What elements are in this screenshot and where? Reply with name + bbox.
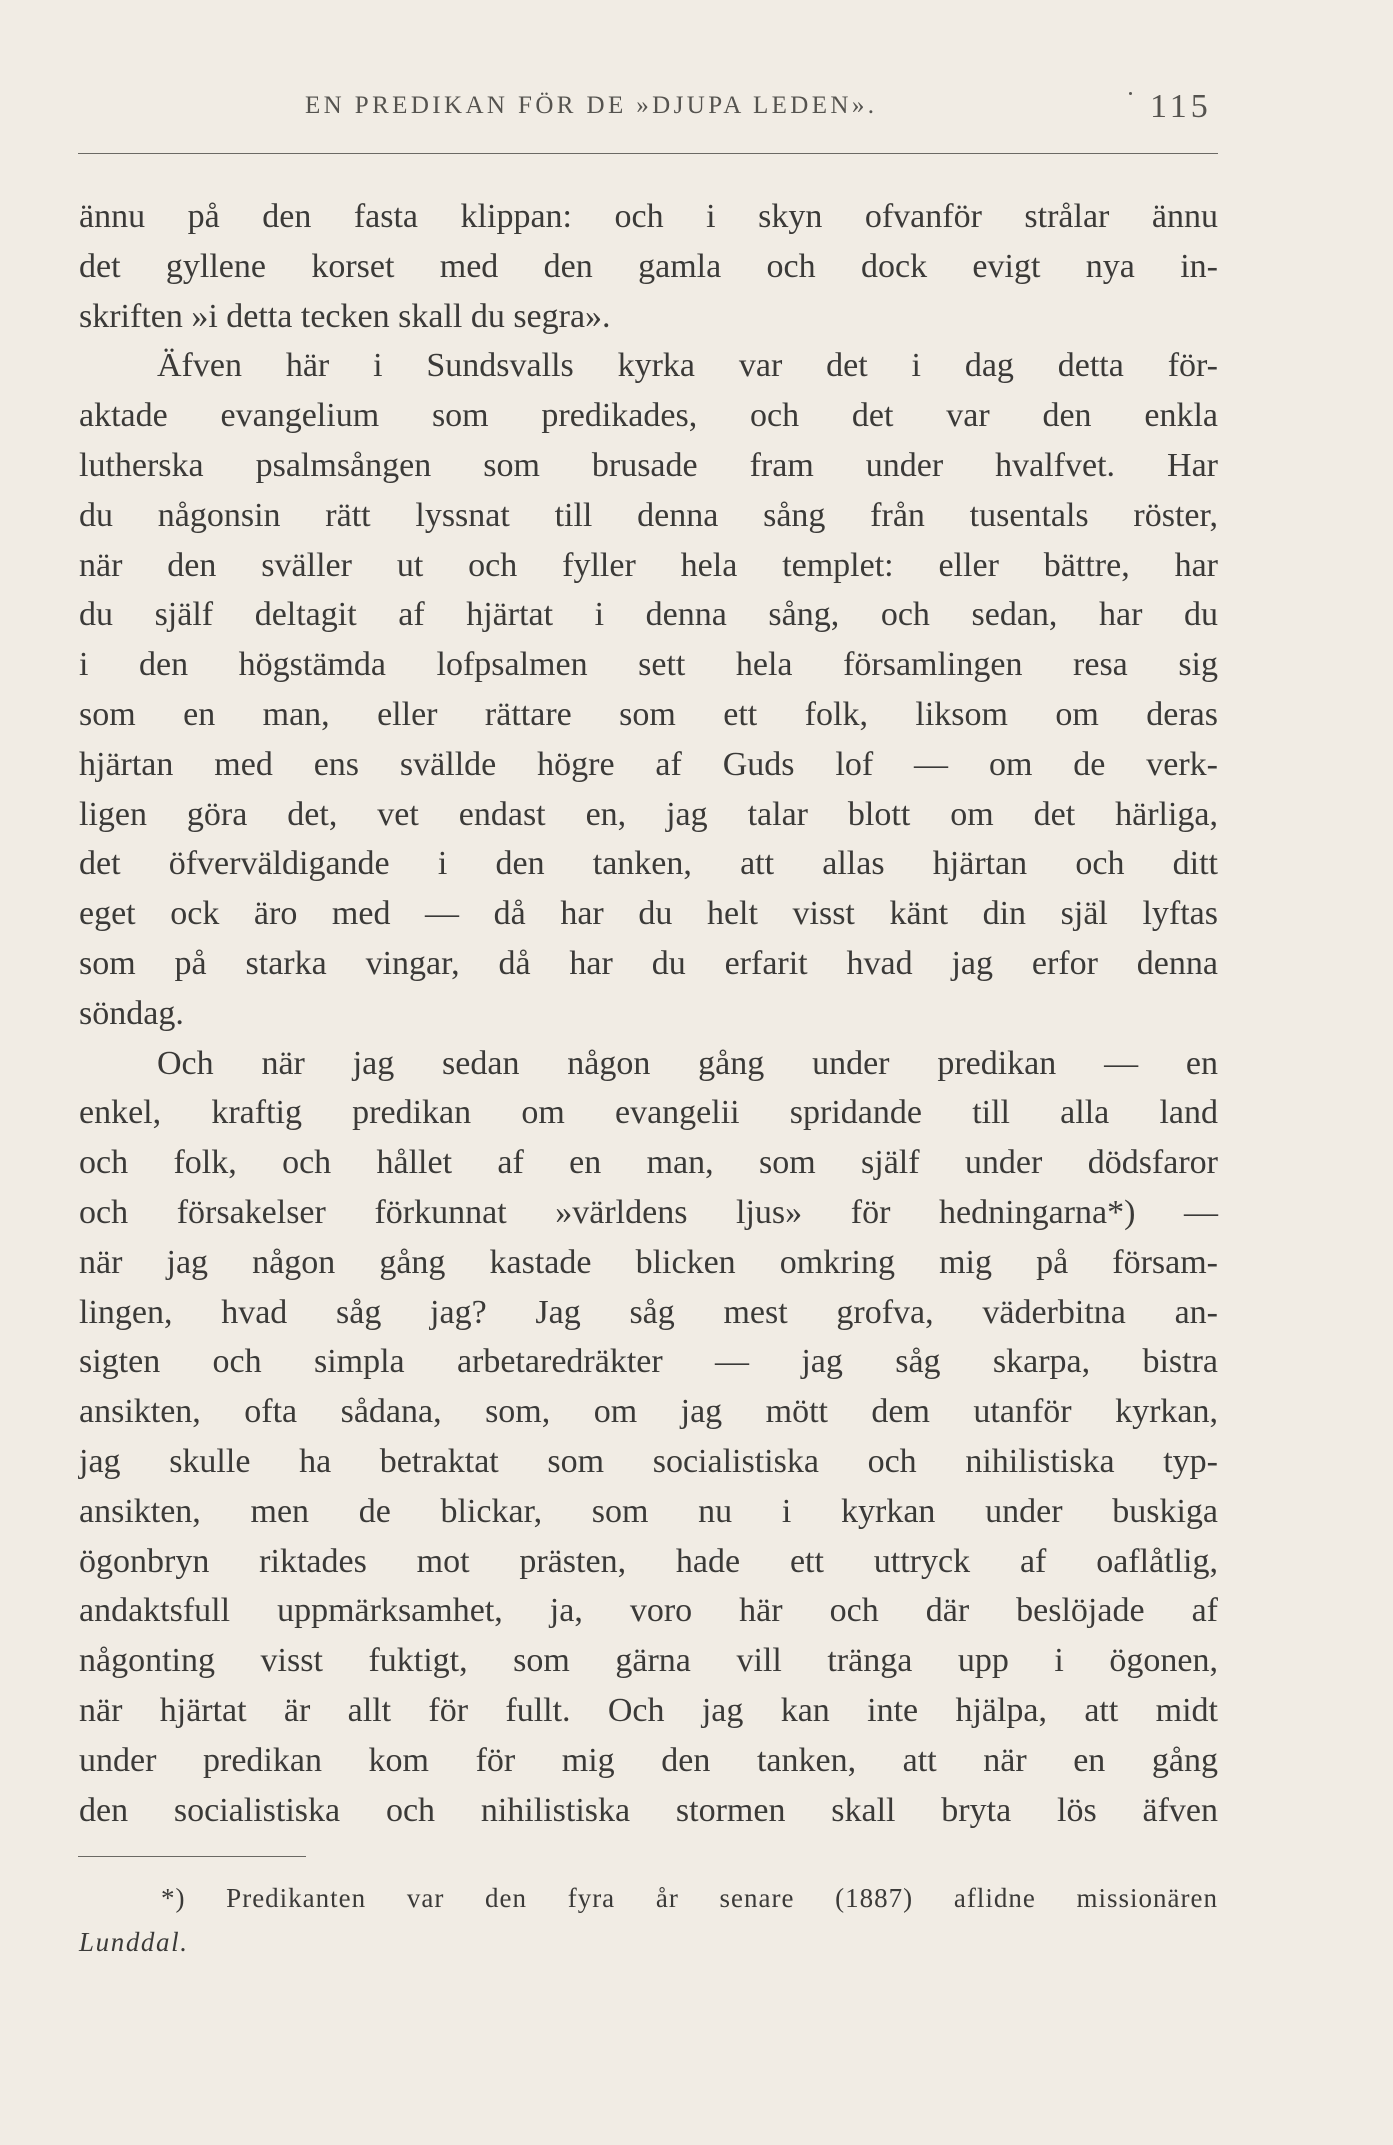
running-title: EN PREDIKAN FÖR DE »DJUPA LEDEN». [305,92,878,119]
text-line: ännu på den fasta klippan: och i skyn ofvanför strålar ännu [79,198,1218,235]
text-line: när hjärtat är allt för fullt. Och jag kan inte hjälpa, att midt [79,1691,1218,1729]
footnote [79,1876,1218,1964]
footnote-rule [78,1856,306,1857]
text-line: aktade evangelium som predikades, och det var den enkla [79,397,1218,435]
running-header [0,88,1393,132]
text-line: ögonbryn riktades mot prästen, hade ett uttryck af oaflåtlig, [79,1542,1218,1580]
text-line: ligen göra det, vet endast en, jag talar blott om det härliga, [79,795,1218,833]
text-line: det öfverväldigande i den tanken, att allas hjärtan och ditt [79,845,1218,883]
page-number: 115 [1150,88,1212,125]
text-line: andaktsfull uppmärksamhet, ja, voro här och där beslöjade af [79,1592,1218,1630]
body-text [79,192,1218,1835]
text-line: du själf deltagit af hjärtat i denna sång, och sedan, har du [79,596,1218,634]
text-line: som en man, eller rättare som ett folk, liksom om deras [79,695,1218,733]
print-speck [1129,92,1132,95]
footnote-line: *) Predikanten var den fyra år senare (1887) aflidne missionären [161,1883,1218,1913]
text-line: enkel, kraftig predikan om evangelii spridande till alla land [79,1094,1218,1132]
text-line: lingen, hvad såg jag? Jag såg mest grofva, väderbitna an- [79,1293,1218,1331]
text-line: ansikten, ofta sådana, som, om jag mött dem utanför kyrkan, [79,1393,1218,1431]
text-line: någonting visst fuktigt, som gärna vill tränga upp i ögonen, [79,1642,1218,1680]
text-line: och folk, och hållet af en man, som själf under dödsfaror [79,1144,1218,1182]
text-line: Och när jag sedan någon gång under predikan — en [157,1044,1218,1082]
text-line: skriften »i detta tecken skall du segra». [79,297,611,335]
text-line: den socialistiska och nihilistiska stormen skall bryta lös äfven [79,1791,1218,1829]
text-line: sigten och simpla arbetaredräkter — jag såg skarpa, bistra [79,1343,1218,1381]
text-line: ansikten, men de blickar, som nu i kyrkan under buskiga [79,1492,1218,1530]
text-line: under predikan kom för mig den tanken, att när en gång [79,1741,1218,1779]
text-line: när den sväller ut och fyller hela templet: eller bättre, har [79,546,1218,584]
text-line: söndag. [79,994,184,1032]
text-line: när jag någon gång kastade blicken omkring mig på försam- [79,1243,1218,1281]
text-line: du någonsin rätt lyssnat till denna sång från tusentals röster, [79,496,1218,534]
text-line: som på starka vingar, då har du erfarit hvad jag erfor denna [79,944,1218,982]
footnote-line: Lunddal. [79,1927,189,1957]
text-line: det gyllene korset med den gamla och dock evigt nya in- [79,247,1218,285]
text-line: Äfven här i Sundsvalls kyrka var det i dag detta för- [157,347,1218,385]
text-line: hjärtan med ens svällde högre af Guds lof — om de verk- [79,745,1218,783]
text-line: och försakelser förkunnat »världens ljus» för hedningarna*) — [79,1193,1218,1231]
text-line: lutherska psalmsången som brusade fram under hvalfvet. Har [79,446,1218,484]
text-line: jag skulle ha betraktat som socialistiska och nihilistiska typ- [79,1442,1218,1480]
text-line: eget ock äro med — då har du helt visst känt din själ lyftas [79,895,1218,933]
text-line: i den högstämda lofpsalmen sett hela församlingen resa sig [79,646,1218,684]
header-rule [78,153,1218,154]
